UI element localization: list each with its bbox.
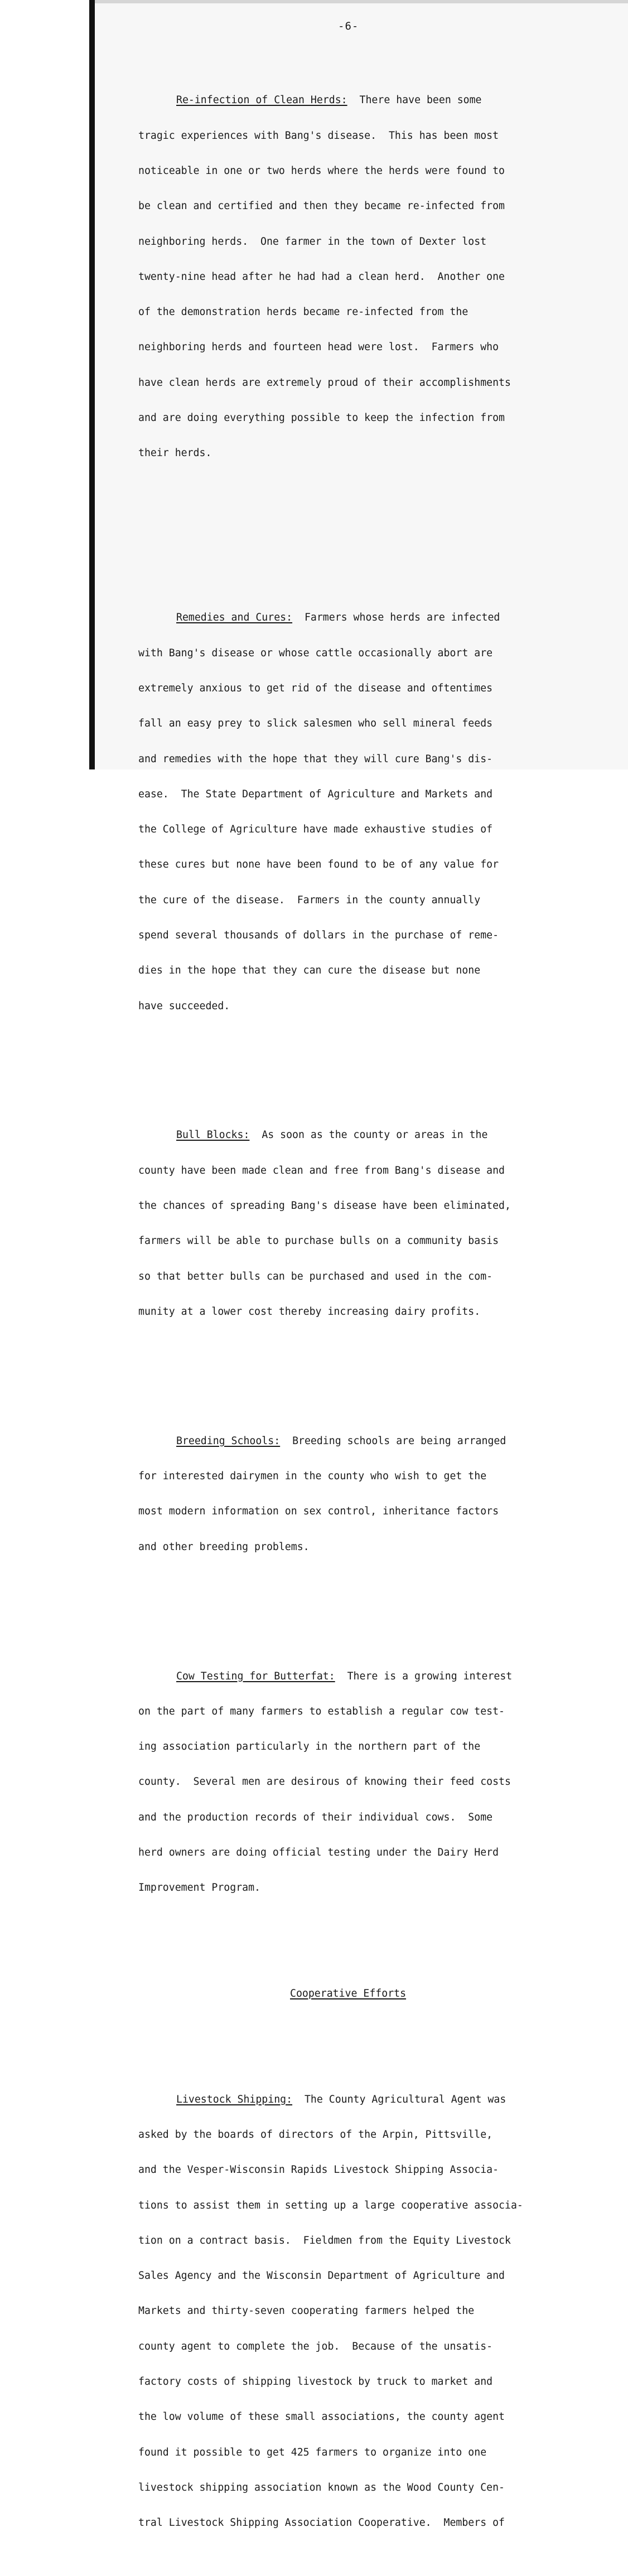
paragraph-line: and are doing everything possible to keep the infection from bbox=[138, 412, 505, 424]
paragraph-line: county agent to complete the job. Because of the unsatis- bbox=[138, 2340, 493, 2352]
paragraph-line: munity at a lower cost thereby increasing dairy profits. bbox=[138, 1305, 481, 1318]
paragraph-line: neighboring herds and fourteen head were lost. Farmers who bbox=[138, 341, 499, 354]
paragraph-line: tion on a contract basis. Fieldmen from the Equity Livestock bbox=[138, 2234, 511, 2246]
paragraph-line: have clean herds are extremely proud of their accomplishments bbox=[138, 376, 511, 389]
paragraph-line: the College of Agriculture have made exhaustive studies of bbox=[138, 824, 493, 836]
paragraph-line: farmers will be able to purchase bulls on a community basis bbox=[138, 1235, 499, 1247]
paragraph-line: tral Livestock Shipping Association Cooperative. Members of bbox=[138, 2517, 505, 2529]
section-title: Cooperative Efforts bbox=[290, 1988, 407, 1999]
paragraph-line: their herds. bbox=[138, 447, 212, 459]
paragraph-heading: Livestock Shipping: bbox=[176, 2093, 293, 2105]
paragraph-line: and the Vesper-Wisconsin Rapids Livestock Shipping Associa- bbox=[138, 2164, 499, 2176]
paragraph-livestock-shipping bbox=[138, 2070, 618, 2553]
paragraph-line: and remedies with the hope that they will cure Bang's dis- bbox=[138, 753, 493, 765]
paragraph-line: herd owners are doing official testing under the Dairy Herd bbox=[138, 1846, 499, 1858]
paragraph-line: most modern information on sex control, inheritance factors bbox=[138, 1505, 499, 1518]
paragraph-line: tions to assist them in setting up a large cooperative associa- bbox=[138, 2199, 523, 2211]
paragraph-line: county. Several men are desirous of knowing their feed costs bbox=[138, 1776, 511, 1788]
paragraph-line: dies in the hope that they can cure the disease but none bbox=[138, 965, 481, 977]
paragraph-bull-blocks bbox=[138, 1106, 618, 1341]
paragraph-heading: Breeding Schools: bbox=[176, 1435, 281, 1447]
paragraph-line: so that better bulls can be purchased and used in the com- bbox=[138, 1270, 493, 1282]
paragraph-line: ease. The State Department of Agriculture and Markets and bbox=[138, 788, 493, 800]
paragraph-cow-testing bbox=[138, 1647, 618, 1917]
paragraph-line: livestock shipping association known as the Wood County Cen- bbox=[138, 2481, 505, 2493]
paragraph-line: twenty-nine head after he had had a clean herd. Another one bbox=[138, 270, 505, 283]
paragraph-line: these cures but none have been found to be of any value for bbox=[138, 859, 499, 871]
paragraph-breeding-schools bbox=[138, 1412, 618, 1576]
paragraph-line: There is a growing interest bbox=[347, 1670, 513, 1682]
paragraph-line: be clean and certified and then they became re-infected from bbox=[138, 200, 505, 212]
paragraph-line: with Bang's disease or whose cattle occasionally abort are bbox=[138, 647, 493, 659]
document-body bbox=[138, 36, 618, 2576]
paragraph-heading: Re-infection of Clean Herds: bbox=[176, 94, 347, 106]
paragraph-line: Farmers whose herds are infected bbox=[304, 612, 500, 624]
paragraph-line: The County Agricultural Agent was bbox=[304, 2093, 506, 2105]
paragraph-line: Sales Agency and the Wisconsin Department of Agriculture and bbox=[138, 2270, 505, 2282]
paragraph-line: county have been made clean and free from Bang's disease and bbox=[138, 1164, 505, 1176]
paragraph-heading: Cow Testing for Butterfat: bbox=[176, 1670, 335, 1682]
paragraph-line: ing association particularly in the northern part of the bbox=[138, 1741, 481, 1753]
paragraph-remedies bbox=[138, 588, 618, 1035]
paragraph-heading: Remedies and Cures: bbox=[176, 612, 293, 624]
paragraph-line: Markets and thirty-seven cooperating farmers helped the bbox=[138, 2305, 475, 2317]
paragraph-line: for interested dairymen in the county who wish to get the bbox=[138, 1470, 487, 1483]
paragraph-line: noticeable in one or two herds where the herds were found to bbox=[138, 165, 505, 177]
paragraph-line: have succeeded. bbox=[138, 1000, 230, 1012]
paragraph-line: factory costs of shipping livestock by truck to market and bbox=[138, 2376, 493, 2388]
paragraph-reinfection bbox=[138, 71, 618, 482]
paragraph-line: the chances of spreading Bang's disease have been eliminated, bbox=[138, 1200, 511, 1212]
paragraph-line: and the production records of their individual cows. Some bbox=[138, 1811, 493, 1823]
paragraph-line: There have been some bbox=[359, 94, 482, 106]
paragraph-line: the low volume of these small associations, the county agent bbox=[138, 2411, 505, 2423]
left-margin bbox=[0, 0, 89, 769]
paragraph-line: Breeding schools are being arranged bbox=[292, 1435, 506, 1447]
paragraph-line: neighboring herds. One farmer in the town of Dexter lost bbox=[138, 235, 487, 248]
paragraph-line: Improvement Program. bbox=[138, 1882, 260, 1894]
paragraph-heading: Bull Blocks: bbox=[176, 1129, 250, 1141]
page-number: -6- bbox=[338, 20, 359, 32]
paragraph-line: fall an easy prey to slick salesmen who sell mineral feeds bbox=[138, 718, 493, 730]
paragraph-line: of the demonstration herds became re-infected from the bbox=[138, 306, 468, 318]
paragraph-line: the cure of the disease. Farmers in the county annually bbox=[138, 894, 481, 906]
binding-edge bbox=[89, 0, 95, 769]
paragraph-line: extremely anxious to get rid of the disease and oftentimes bbox=[138, 682, 493, 694]
paragraph-line: As soon as the county or areas in the bbox=[262, 1129, 488, 1141]
paragraph-line: found it possible to get 425 farmers to organize into one bbox=[138, 2446, 487, 2458]
paragraph-line: tragic experiences with Bang's disease. This has been most bbox=[138, 129, 499, 142]
paragraph-line: spend several thousands of dollars in the purchase of reme- bbox=[138, 929, 499, 941]
paragraph-line: and other breeding problems. bbox=[138, 1541, 310, 1553]
paragraph-line: asked by the boards of directors of the Arpin, Pittsville, bbox=[138, 2129, 493, 2141]
paragraph-line: on the part of many farmers to establish a regular cow test- bbox=[138, 1705, 505, 1717]
